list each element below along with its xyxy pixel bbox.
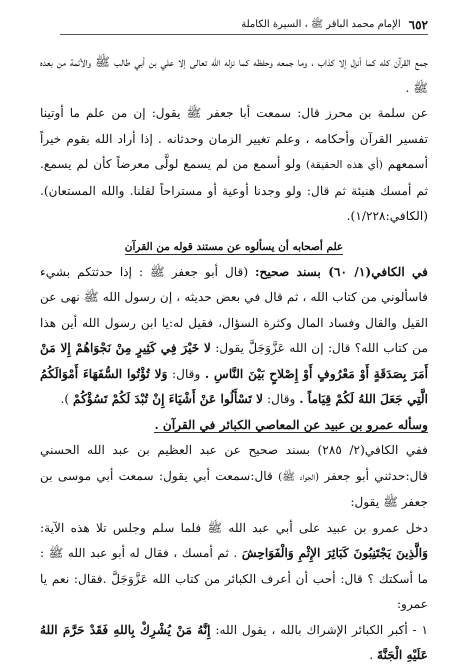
paragraph [40,260,428,413]
editor-note: (أي هذه الحقيقة) [306,159,383,171]
paragraph [40,618,428,669]
running-title: الإمام محمد الباقر ﷺ ، السيرة الكاملة [241,19,401,30]
page-number: ٦٥٢ [408,18,428,32]
paragraph-text: وقال: [171,366,201,381]
page-content [40,50,428,669]
paragraph-text: ١ - أكبر الكبائر الإشراك بالله ، يقول الله: [215,622,429,637]
paragraph [40,101,428,230]
paragraph [40,516,428,618]
quran-verse: وَالَّذِينَ يَجْتَنِبُونَ كَبَائِرَ الإِثْمِ وَالْفَوَاحِشَ [241,546,429,560]
paragraph-text: ولو أسمع من لم يسمع لولَّى معرضاً كأن لم يسمع. ثم أمسك هنيئة ثم قال: ولو وجدنا أوعية أو مستراحاً لقلنا. والله المستعان). [40,157,428,198]
citation: في الكافي(١/ ٦٠) بسند صحيح: [255,264,429,279]
page-header [60,14,428,35]
quran-verse: لا تَسْأَلُوا عَنْ أَشْيَاءَ إِنْ تُبْدَ لَكُمْ تَسُؤْكُمْ [73,392,264,406]
paragraph-text: ففي الكافي(٢/ ٢٨٥) بسند صحيح عن عبد العظيم بن عبد الله الحسني قال:حدثني أبو جعفر [40,443,428,483]
quran-verse: لا خَيْرَ فِي كَثِيرٍ مِنْ نَجْوَاهُمْ إِلا مَنْ أَمَرَ بِصَدَقَةٍ أَوْ مَعْرُوفٍ أَوْ إِصْلاحٍ بَيْنَ النَّاسِ . [40,341,429,381]
section-heading: علم أصحابه أن يسألوه عن مستند قوله من القرآن [124,240,344,253]
paragraph-text: عن سلمة بن محرز قال: سمعت أبا جعفر ﷺ يقول: إن من علم ما أوتينا تفسير القرآن وأحكامه ، وعلم تغيير الزمان وحدثانه . إذا أراد الله بقوم خيراً أسمعهم [40,106,429,171]
editor-note: (الجواد ﷺ) [278,470,320,483]
paragraph-text: . [369,648,374,662]
paragraph-text: جمع القرآن كله كما أنزل إلا كذاب ، وما جمعه وحفظه كما نزله الله تعالى إلا علي بن أبي طالب ﷺ والأئمة من بعده ﷺ . [40,55,428,95]
paragraph-text: قال:سمعت أبي يقول: سمعت أبي موسى بن جعفر ﷺ يقول: [40,468,428,509]
subheading: وسأله عمرو بن عبيد عن المعاصي الكبائر في القرآن . [154,417,428,432]
paragraph-text: . ثم أمسك ، فقال له أبو عبد الله ﷺ : ما أسكتك ؟ قال: أحب أن أعرف الكبائر من كتاب الله عَزَّوَجَلَّ .فقال: نعم يا عمرو: [40,546,428,611]
paragraph [40,438,428,516]
paragraph-text: ). [60,392,70,406]
quran-verse: وَلا تُؤْتُوا السُّفَهَاءَ أَمْوَالَكُمُ الَّتِي جَعَلَ اللهُ لَكُمْ قِيَاماً . [40,366,428,406]
paragraph [40,50,428,101]
paragraph-text: وقال: [267,392,296,406]
paragraph-text: دخل عمرو بن عبيد على أبي عبد الله ﷺ فلما سلم وجلس تلا هذه الآية: [40,520,428,535]
quran-verse: إِنَّهُ مَنْ يُشْرِكْ بِاللهِ فَقَدْ حَرَّمَ اللهُ عَلَيْهِ الْجَنَّةَ [40,622,428,662]
paragraph-text: (قال أبو جعفر ﷺ : إذا حدثتكم بشيء فاسألوني من كتاب الله ، ثم قال في بعض حديثه ، إن رسول الله ﷺ نهى عن القيل والقال وفساد المال وكثرة السؤال، فقيل له:يا ابن رسول الله أين هذا من كتاب الله؟ قال: إن الله عَزَّوَجَلَّ يقول: [40,264,428,355]
citation: (الكافي:١/٢٢٨). [346,209,428,223]
